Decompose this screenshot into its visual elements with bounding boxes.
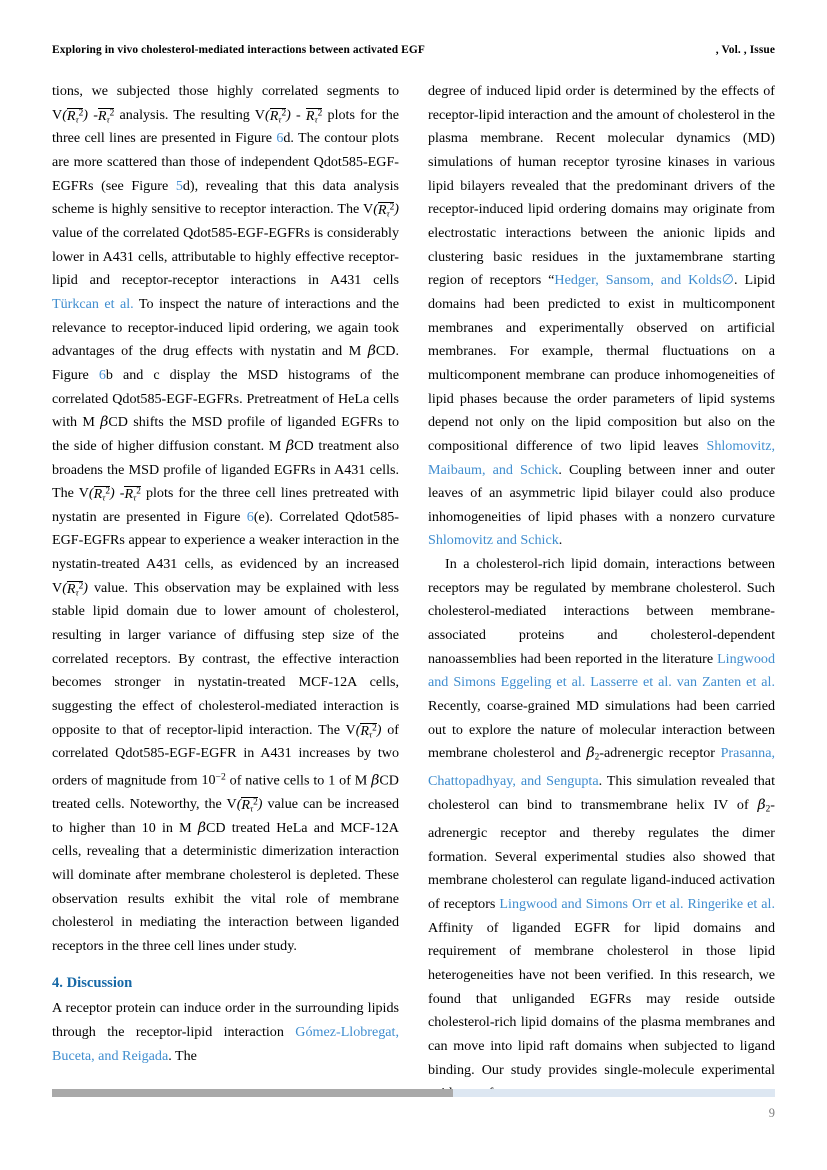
text-run: CD treated HeLa and MCF-12A cells, revealing that a deterministic dimerization interaction will dominate after membrane cholesterol is depleted. These observation results exhibit the vital role of membrane cholesterol in mediating the interaction between liganded receptors in the three cell lines under study. [52, 819, 399, 955]
text-run: Recently, coarse-grained MD simulations had been carried out to explore the nature of molecular interaction between membrane cholesterol and [428, 698, 775, 762]
figure-reference[interactable]: 5 [175, 177, 183, 194]
text-run: CD. Figure [52, 343, 399, 383]
text-run: A receptor protein can induce order in the surrounding lipids through the receptor-lipid interaction [52, 1000, 399, 1040]
text-run: analysis. The resulting [114, 106, 255, 123]
math-beta-two: $\beta_2$ [757, 797, 771, 815]
text-run: d. The contour plots are more scattered than those of independent Qdot585-EGF-EGFRs (see Figure [52, 130, 399, 194]
paragraph-continued [428, 80, 775, 553]
text-run: CD shifts the MSD profile of liganded EGFRs to the side of higher diffusion constant. M [52, 414, 399, 454]
text-run: . [558, 532, 563, 549]
text-run: CD treatment also broadens the MSD profile of liganded EGFRs in A431 cells. The [52, 437, 399, 502]
figure-reference[interactable]: 6 [246, 508, 254, 525]
math-v-rtau2: $V(R_\tau^2)$ [345, 721, 382, 739]
greek-beta: β [197, 819, 206, 836]
text-run: plots for the three cell lines pretreated with nystatin are presented in Figure [52, 485, 399, 525]
running-header [52, 44, 775, 56]
text-run: Affinity of liganded EGFR for lipid domains and requirement of membrane cholesterol in those lipid heterogeneities have not been verified. In this research, we found that unliganded EGFRs may reside outside cholesterol-rich lipid domains of the plasma membranes and can move into lipid raft domains when subjected to ligand binding. Our study provides single-molecule experimental [428, 919, 775, 1078]
figure-reference[interactable]: 6 [276, 130, 284, 147]
running-header-title: Exploring in vivo cholesterol-mediated interactions between activated EGF [52, 44, 425, 56]
citation-link[interactable]: Lingwood and Simons Orr et al. Ringerike et al. [499, 895, 775, 912]
citation-link[interactable]: Gómez-Llobregat, Buceta, and Reigada [52, 1024, 399, 1064]
text-run: . The [168, 1047, 197, 1064]
math-v-rtau2: $V(R_\tau^2)$ [226, 796, 263, 814]
footer-bar-segment-blue [453, 1089, 775, 1097]
paragraph-discussion-intro [52, 997, 399, 1068]
math-beta-two: $\beta_2$ [586, 745, 600, 763]
footer-bar-segment-gray [52, 1089, 453, 1097]
text-run: . This simulation revealed that cholesterol can bind to transmembrane helix IV of [428, 773, 775, 813]
citation-link[interactable]: Hedger, Sansom, and Kolds∅ [554, 272, 735, 289]
text-run: . Lipid domains had been predicted to exist in multicomponent membranes and experimentally observed on artificial membranes. For example, thermal fluctuations on a multicomponent membrane can produce inhomogeneities of lipid phases because the order parameters of lipid systems depend not only on the lipid composition but also on the compositional difference of two lipid leaves [428, 272, 776, 454]
footer-decorative-bar [52, 1089, 775, 1097]
left-column [52, 80, 399, 1080]
text-run: of native cells to 1 of M [225, 772, 372, 789]
math-v-rtau2-minus-rtau2: $V(R_\tau^2)$ $-R_\tau^2$ [52, 106, 115, 124]
paragraph-continued [52, 80, 399, 959]
text-run: degree of induced lipid order is determined by the effects of receptor-lipid interaction and the amount of cholesterol in the plasma membrane. Recent molecular dynamics (MD) simulations of human receptor tyrosine kinases in various lipid bilayers revealed that the predominant drivers of the receptor-induced lipid ordering domains may originate from electrostatic interactions between the anionic lipids and clustering basic residues in the juxtamembrane starting region of receptors “ [428, 83, 775, 289]
math-v-rtau2: $V(R_\tau^2)$ [363, 201, 399, 219]
math-ten-to-minus-two: $10^{-2}$ [201, 772, 226, 789]
paragraph-cholesterol-rich-domain [428, 553, 775, 1106]
greek-beta: β [371, 772, 380, 789]
text-run: of correlated Qdot585-EGF-EGFR in A431 increases by two orders of magnitude from [52, 721, 399, 789]
text-run: b and c display the MSD histograms of the correlated Qdot585-EGF-EGFRs. Pretreatment of HeLa cells with M [52, 366, 399, 431]
right-column [428, 80, 775, 1080]
math-v-rtau2-minus-rtau2: $V(R_\tau^2)$ $-R_\tau^2$ [78, 485, 141, 503]
math-v-rtau2-minus-rtau2: $V(R_\tau^2) - R_\tau^2$ [254, 106, 323, 124]
text-run: In a cholesterol-rich lipid domain, interactions between receptors may be regulated by membrane cholesterol. Such cholesterol-mediated interactions between membrane-associated proteins and cholesterol-dependent nanoassemblies had been reported in the literature [428, 556, 775, 667]
citation-link[interactable]: Lingwood and Simons Eggeling et al. Lasserre et al. van Zanten et al. [428, 650, 775, 691]
text-run: -adrenergic receptor [599, 745, 721, 762]
citation-link[interactable]: Türkcan et al. [52, 295, 134, 312]
text-run: d), revealing that this data analysis scheme is highly sensitive to receptor interaction. The [52, 177, 399, 218]
text-run: . Coupling between inner and outer leaves of an asymmetric lipid bilayer could also produce inhomogeneities of lipid phases with a nonzero curvature [428, 461, 776, 525]
text-run: value can be increased to higher than 10 in M [52, 796, 399, 836]
math-v-rtau2: $V(R_\tau^2)$ [52, 579, 88, 598]
citation-link[interactable]: Prasanna, Chattopadhyay, and Sengupta [428, 745, 775, 790]
citation-link[interactable]: Shlomovitz and Schick [428, 532, 559, 549]
text-run: value. This observation may be explained with less stable lipid domain due to lower amount of cholesterol, resulting in larger variance of diffusing step size of the correlated receptors. By contrast, the effective interaction becomes stronger in nystatin-treated MCF-12A cells, suggesting the effect of cholesterol-mediated interaction is opposite to that of receptor-lipid interaction. The [52, 579, 399, 738]
text-run: -adrenergic receptor and thereby regulates the dimer formation. Several experimental studies also showed that membrane cholesterol can regulate ligand-induced activation of receptors [428, 797, 775, 912]
text-run: CD treated cells. Noteworthy, the [52, 772, 399, 813]
running-header-volume-issue: , Vol. , Issue [715, 44, 775, 56]
text-run: tions, we subjected those highly correlated segments to [52, 83, 399, 99]
greek-beta: β [100, 414, 109, 431]
greek-beta: β [367, 343, 376, 360]
body-columns [52, 80, 775, 1080]
text-run: value of the correlated Qdot585-EGF-EGFRs is considerably lower in A431 cells, attributable to highly effective receptor-lipid and receptor-receptor interactions in A431 cells [52, 224, 399, 289]
text-run: To inspect the nature of interactions and the relevance to receptor-induced lipid ordering, we again took advantages of the drug effects with nystatin and M [52, 295, 400, 360]
figure-reference[interactable]: 6 [98, 366, 106, 383]
page-number: 9 [768, 1106, 775, 1120]
text-run: (e). Correlated Qdot585-EGF-EGFRs appear to experience a weaker interaction in the nystatin-treated A431 cells, as evidenced by an increased [52, 508, 399, 573]
greek-beta: β [286, 437, 295, 454]
text-run: plots for the three cell lines are presented in Figure [52, 106, 399, 147]
section-heading-discussion: 4. Discussion [52, 974, 133, 991]
citation-link[interactable]: Shlomovitz, Maibaum, and Schick [428, 437, 775, 478]
